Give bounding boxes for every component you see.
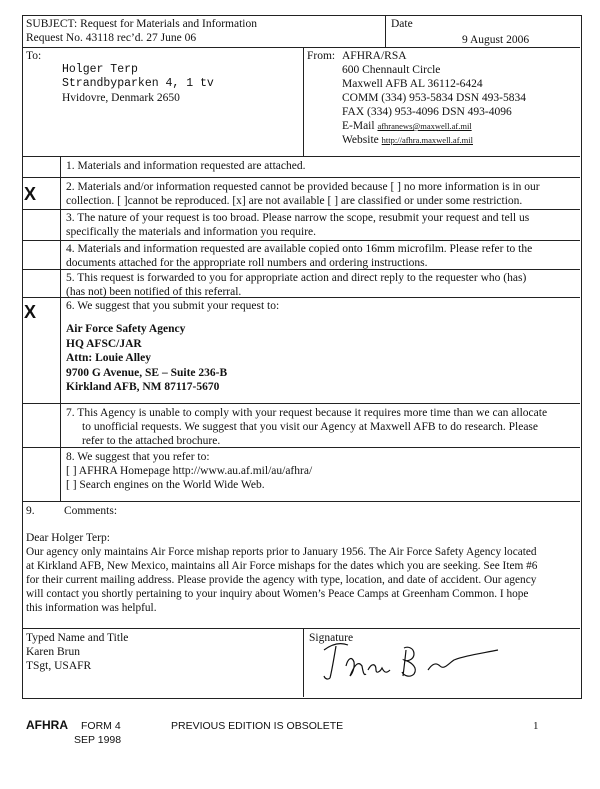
address-line: Kirkland AFB, NM 87117-5670 bbox=[66, 381, 220, 393]
item-line: 8. We suggest that you refer to: bbox=[66, 451, 210, 463]
from-line: Maxwell AFB AL 36112-6424 bbox=[342, 78, 483, 90]
comments-line: this information was helpful. bbox=[26, 602, 157, 614]
handwritten-signature bbox=[318, 636, 518, 686]
to-address bbox=[62, 63, 214, 105]
typed-name: Karen Brun bbox=[26, 646, 80, 658]
typed-name-block bbox=[26, 631, 128, 673]
item-line: to unofficial requests. We suggest that you visit our Agency at Maxwell AFB to do research. Please bbox=[82, 421, 539, 433]
from-line: 600 Chennault Circle bbox=[342, 64, 441, 76]
item-3 bbox=[66, 211, 529, 239]
address-line: 9700 G Avenue, SE – Suite 236-B bbox=[66, 366, 228, 379]
comments-line: at Kirkland AFB, New Mexico, maintains all Air Force mishaps for the dates which you are seeking. See Item #6 bbox=[26, 560, 538, 572]
website-label: Website bbox=[342, 134, 379, 146]
header-divider bbox=[385, 15, 386, 47]
address-line: HQ AFSC/JAR bbox=[66, 337, 142, 350]
typed-name-label: Typed Name and Title bbox=[26, 632, 129, 644]
email-label: E-Mail bbox=[342, 120, 375, 132]
item-line: 2. Materials and/or information requested cannot be provided because [ ] no more information is in our bbox=[66, 181, 540, 193]
comments-line: will contact you shortly pertaining to your inquiry about Women’s Peace Camps at Greenham Common. I hope bbox=[26, 588, 529, 600]
item-rule bbox=[22, 240, 580, 241]
item-line: 4. Materials and information requested are available copied onto 16mm microfilm. Please refer to the bbox=[66, 243, 533, 255]
item-line: 3. The nature of your request is too broad. Please narrow the scope, resubmit your request and tell us bbox=[66, 212, 530, 224]
item-7 bbox=[66, 406, 547, 448]
website-link[interactable]: http://afhra.maxwell.af.mil bbox=[381, 135, 473, 145]
to-line: Strandbyparken 4, 1 tv bbox=[62, 77, 214, 90]
to-line: Hvidovre, Denmark 2650 bbox=[62, 92, 180, 104]
item-rule bbox=[22, 177, 580, 178]
item-line: specifically the materials and information you require. bbox=[66, 226, 317, 238]
item-line: [ ] Search engines on the World Wide Web. bbox=[66, 479, 265, 491]
item-2 bbox=[66, 180, 540, 208]
subject-line: SUBJECT: Request for Materials and Information bbox=[26, 18, 257, 30]
comments-body bbox=[26, 545, 537, 615]
address-line: Air Force Safety Agency bbox=[66, 323, 186, 335]
footer-form: FORM 4 bbox=[81, 720, 121, 732]
typed-title: TSgt, USAFR bbox=[26, 660, 92, 672]
item-line: (has not) been notified of this referral. bbox=[66, 286, 242, 298]
item-1 bbox=[66, 159, 305, 173]
item-line: collection. [ ]cannot be reproduced. [x] are not available [ ] are classified or under some restriction. bbox=[66, 195, 523, 207]
item-4 bbox=[66, 242, 532, 270]
item-5 bbox=[66, 271, 526, 299]
comments-bottom-rule bbox=[22, 628, 580, 629]
from-line: COMM (334) 953-5834 DSN 493-5834 bbox=[342, 92, 526, 104]
from-label: From: bbox=[307, 50, 336, 62]
item-6 bbox=[66, 299, 279, 313]
item-line: [ ] AFHRA Homepage http://www.au.af.mil/au/afhra/ bbox=[66, 465, 313, 477]
comments-number: 9. bbox=[26, 505, 35, 517]
item-rule bbox=[22, 447, 580, 448]
item-line: 1. Materials and information requested are attached. bbox=[66, 160, 306, 172]
email-link[interactable]: afhranews@maxwell.af.mil bbox=[377, 121, 472, 131]
footer-notice: PREVIOUS EDITION IS OBSOLETE bbox=[171, 720, 344, 732]
from-line: AFHRA/RSA bbox=[342, 50, 407, 62]
checkmark-x: X bbox=[24, 184, 37, 204]
address-bottom-rule bbox=[22, 156, 580, 157]
referral-address bbox=[66, 322, 227, 395]
signature-label: Signature bbox=[309, 632, 354, 644]
from-line: FAX (334) 953-4096 DSN 493-4096 bbox=[342, 106, 512, 118]
comments-salutation: Dear Holger Terp: bbox=[26, 532, 110, 544]
item-line: refer to the attached brochure. bbox=[82, 435, 221, 447]
comments-line: for their current mailing address. Please provide the agency with type, location, and date of accident. Our agency bbox=[26, 574, 537, 586]
to-line: Holger Terp bbox=[62, 63, 138, 76]
date-label: Date bbox=[391, 18, 413, 30]
item-rule bbox=[22, 403, 580, 404]
item-rule bbox=[22, 269, 580, 270]
footer-org: AFHRA bbox=[26, 718, 68, 732]
item-rule bbox=[22, 209, 580, 210]
address-line: Attn: Louie Alley bbox=[66, 352, 151, 364]
item-8 bbox=[66, 450, 312, 492]
date-value: 9 August 2006 bbox=[462, 34, 530, 46]
comments-label: Comments: bbox=[64, 505, 118, 517]
item-line: 7. This Agency is unable to comply with your request because it requires more time than we can allocate bbox=[66, 407, 548, 419]
item-rule bbox=[22, 297, 580, 298]
items-column-divider bbox=[60, 156, 61, 501]
page-number: 1 bbox=[533, 720, 539, 732]
checkmark-x: X bbox=[24, 302, 37, 322]
to-from-divider bbox=[303, 47, 304, 156]
from-address bbox=[342, 49, 526, 147]
comments-line: Our agency only maintains Air Force mishap reports prior to January 1956. The Air Force Safety Agency located bbox=[26, 546, 537, 558]
to-label: To: bbox=[26, 50, 42, 62]
item-rule bbox=[22, 501, 580, 502]
item-line: documents attached for the appropriate roll numbers and ordering instructions. bbox=[66, 257, 428, 269]
item-line: 5. This request is forwarded to you for appropriate action and direct reply to the requester who (has) bbox=[66, 272, 527, 284]
item-line: 6. We suggest that you submit your request to: bbox=[66, 300, 280, 312]
header-bottom-rule bbox=[22, 47, 580, 48]
signature-divider bbox=[303, 628, 304, 697]
request-number: Request No. 43118 rec’d. 27 June 06 bbox=[26, 32, 197, 44]
footer-form-date: SEP 1998 bbox=[74, 734, 122, 746]
